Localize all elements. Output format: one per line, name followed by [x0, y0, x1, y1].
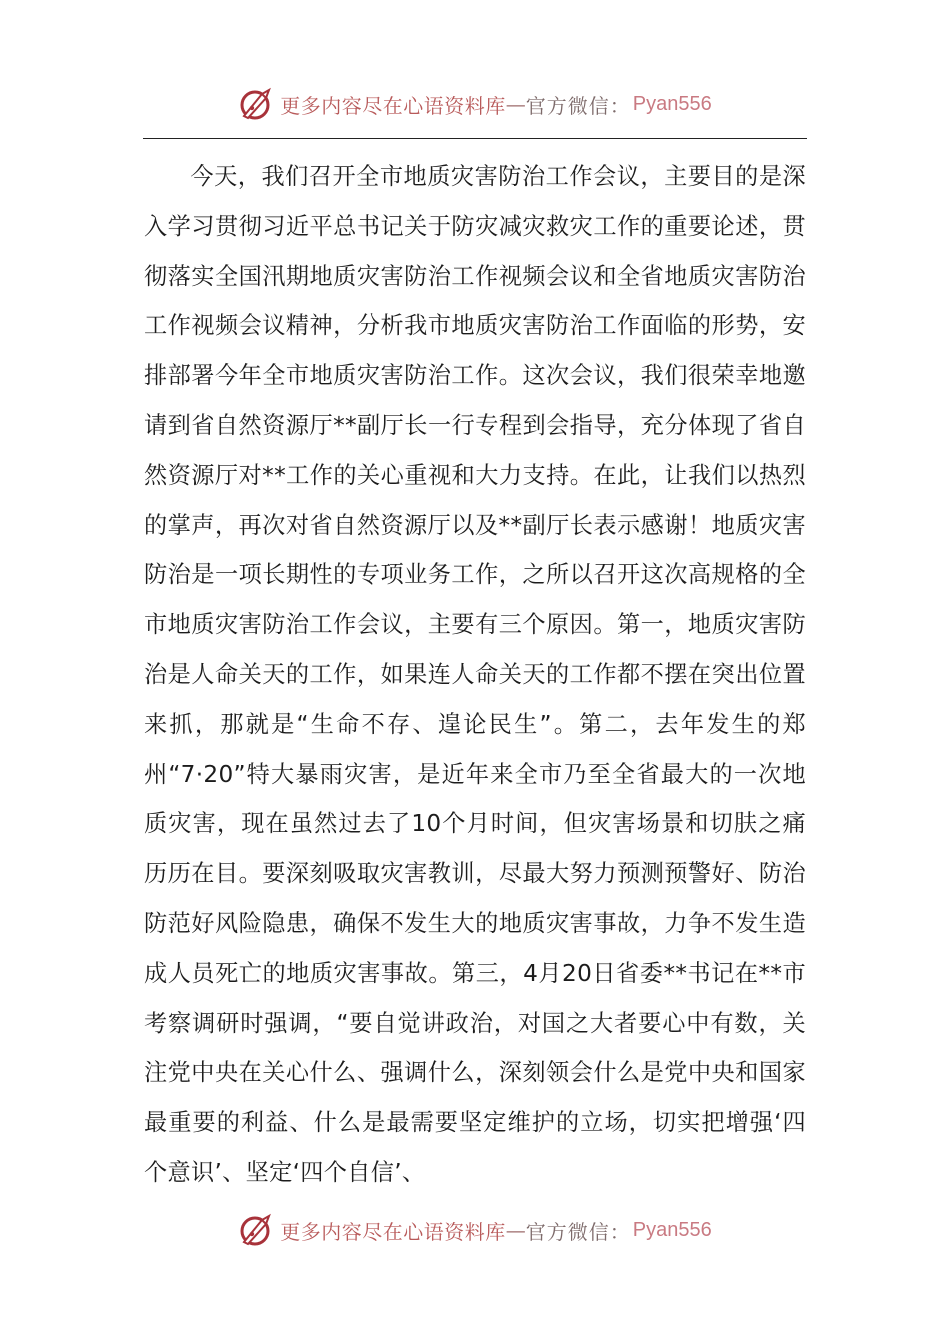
header-promo-text: 更多内容尽在心语资料库 [280, 93, 506, 118]
footer-dash: — [505, 1218, 526, 1242]
pen-nib-logo-icon [238, 86, 274, 122]
header-promo [280, 90, 711, 119]
footer-wechat-id: Pyan556 [632, 1218, 712, 1241]
header-banner [0, 84, 950, 124]
header-wechat-label: 官方微信： [525, 93, 631, 118]
footer-banner [0, 1210, 950, 1250]
document-paragraph: 今天，我们召开全市地质灾害防治工作会议，主要目的是深入学习贯彻习近平总书记关于防灾减灾救灾工作的重要论述，贯彻落实全国汛期地质灾害防治工作视频会议和全省地质灾害防治工作视频会议精神，分析我市地质灾害防治工作面临的形势，安排部署今年全市地质灾害防治工作。这次会议，我们很荣幸地邀请到省自然资源厅**副厅长一行专程到会指导，充分体现了省自然资源厅对**工作的关心重视和大力支持。在此，让我们以热烈的掌声，再次对省自然资源厅以及**副厅长表示感谢！地质灾害防治是一项长期性的专项业务工作，之所以召开这次高规格的全市地质灾害防治工作会议，主要有三个原因。第一，地质灾害防治是人命关天的工作，如果连人命关天的工作都不摆在突出位置来抓，那就是“生命不存、遑论民生”。第二，去年发生的郑州“7·20”特大暴雨灾害，是近年来全市乃至全省最大的一次地质灾害，现在虽然过去了10个月时间，但灾害场景和切肤之痛历历在目。要深刻吸取灾害教训，尽最大努力预测预警好、防治防范好风险隐患，确保不发生大的地质灾害事故，力争不发生造成人员死亡的地质灾害事故。第三，4月20日省委**书记在**市考察调研时强调，“要自觉讲政治，对国之大者要心中有数，关注党中央在关心什么、强调什么，深刻领会什么是党中央和国家最重要的利益、什么是最需要坚定维护的立场，切实把增强‘四个意识’、坚定‘四个自信’、 [144, 163, 806, 1186]
header-divider [143, 138, 807, 139]
pen-nib-logo-icon [238, 1212, 274, 1248]
header-dash: — [505, 92, 526, 116]
footer-wechat-label: 官方微信： [525, 1219, 631, 1244]
footer-promo [280, 1216, 711, 1245]
header-wechat-id: Pyan556 [632, 92, 712, 115]
footer-promo-text: 更多内容尽在心语资料库 [280, 1219, 506, 1244]
